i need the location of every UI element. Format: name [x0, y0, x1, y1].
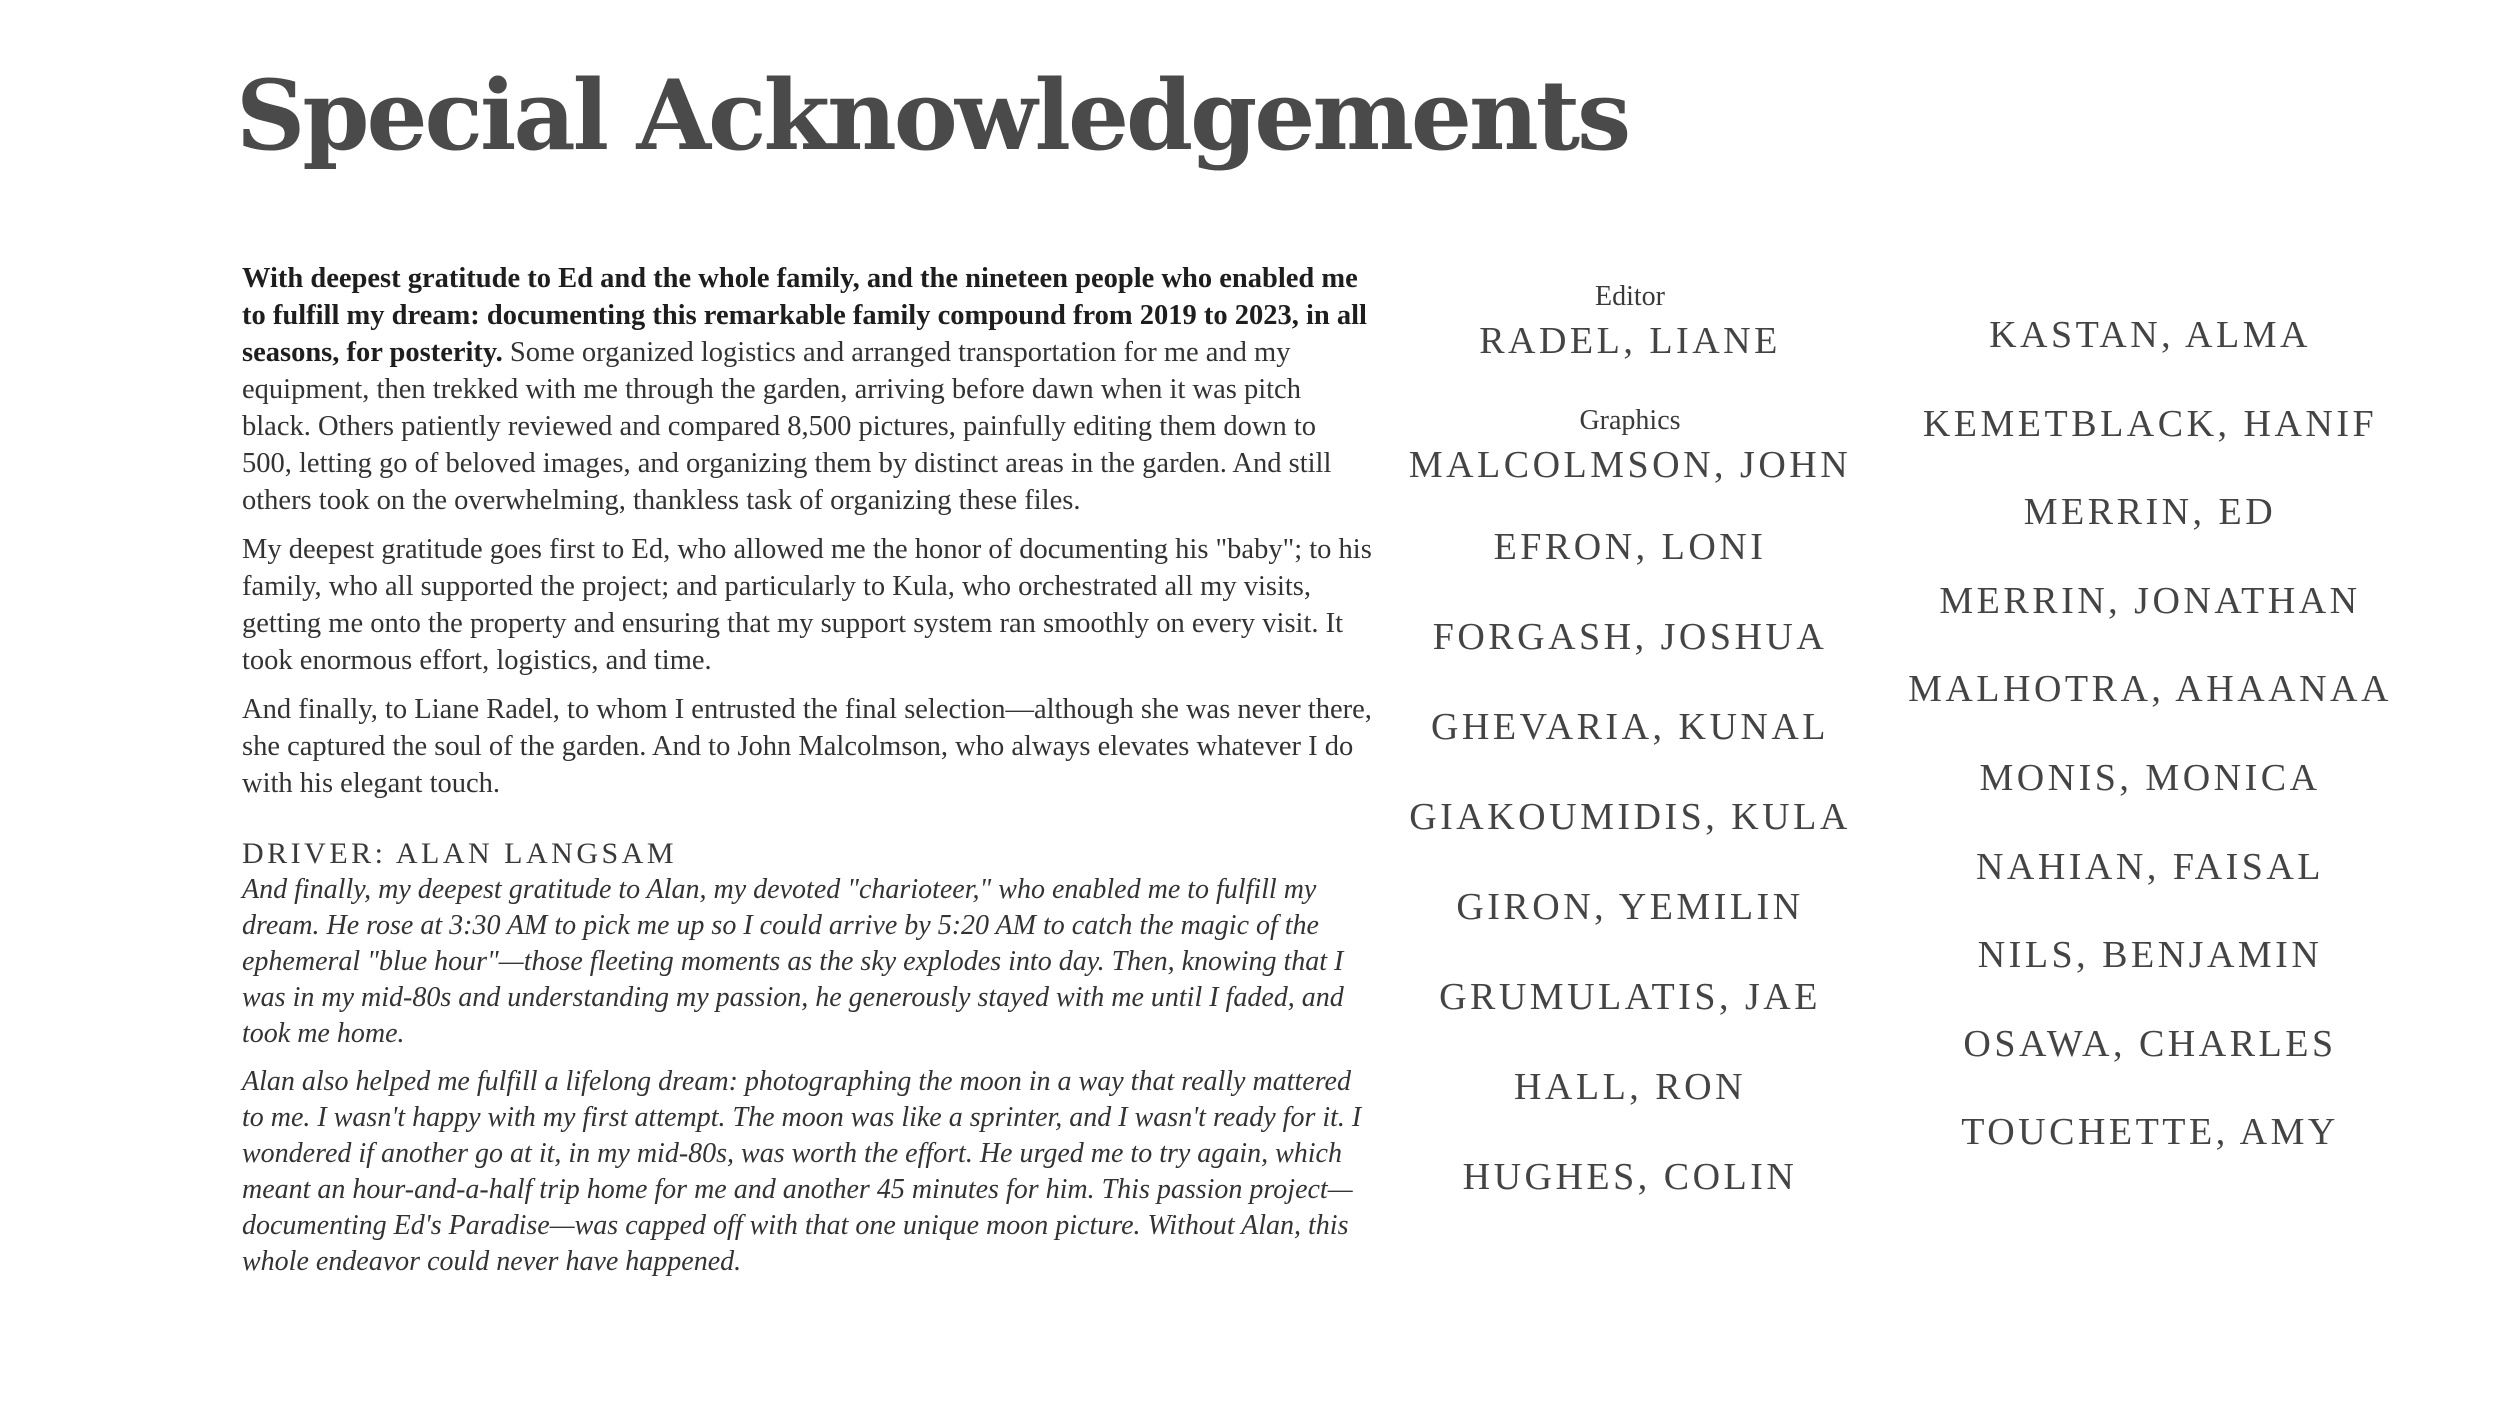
- driver-section: [242, 872, 1372, 1280]
- driver-paragraph: And finally, my deepest gratitude to Alan, my devoted "charioteer," who enabled me to fulfill my dream. He rose at 3:30 AM to pick me up so I could arrive by 5:20 AM to catch the magic of the ephemeral "blue hour"—those fleeting moments as the sky explodes into day. Then, knowing that I was in my mid-80s and understanding my passion, he generously stayed with me until I faded, and took me home.: [242, 874, 1344, 1049]
- credit-name: MALHOTRA, AHAANAA: [1908, 668, 2392, 711]
- credit-name: EFRON, LONI: [1493, 526, 1767, 568]
- editor-name: RADEL, LIANE: [1479, 320, 1781, 362]
- credit-name: KEMETBLACK, HANIF: [1922, 402, 2378, 445]
- intro-rest-text: Some organized logistics and arranged transportation for me and my equipment, then trekked with me through the garden, arriving before dawn when it was pitch black. Others patiently reviewed and compared 8,500 pictures, painfully editing them down to 500, letting go of beloved images, and organizing them by distinct areas in the garden. And still others took on the overwhelming, thankless task of organizing these files.: [242, 337, 1332, 516]
- credit-name: KASTAN, ALMA: [1989, 314, 2311, 356]
- credit-name: TOUCHETTE, AMY: [1961, 1111, 2339, 1154]
- credit-name: MERRIN, ED: [2023, 491, 2277, 534]
- credit-name: OSAWA, CHARLES: [1963, 1022, 2337, 1065]
- credit-name: GHEVARIA, KUNAL: [1430, 706, 1829, 748]
- credit-name: GIRON, YEMILIN: [1456, 886, 1804, 928]
- driver-heading: DRIVER: ALAN LANGSAM: [242, 837, 678, 870]
- editor-role: Editor: [1595, 281, 1665, 312]
- acknowledgement-text: [242, 260, 1372, 1292]
- graphics-name: MALCOLMSON, JOHN: [1408, 444, 1852, 486]
- credit-name: MERRIN, JONATHAN: [1939, 579, 2361, 622]
- graphics-role: Graphics: [1579, 405, 1681, 436]
- credit-name: GRUMULATIS, JAE: [1439, 976, 1821, 1018]
- credit-name: HUGHES, COLIN: [1462, 1156, 1798, 1198]
- credits-column-1: [1370, 276, 1890, 1244]
- credit-name: MONIS, MONICA: [1979, 756, 2321, 799]
- driver-paragraph: Alan also helped me fulfill a lifelong dream: photographing the moon in a way that really mattered to me. I wasn't happy with my first attempt. The moon was like a sprinter, and I wasn't ready for it. I wondered if another go at it, in my mid-80s, was worth the effort. He urged me to try again, which meant an hour-and-a-half trip home for me and another 45 minutes for him. This passion project—documenting Ed's Paradise—was capped off with that one unique moon picture. Without Alan, this whole endeavor could never have happened.: [242, 1066, 1362, 1277]
- credit-name: HALL, RON: [1513, 1066, 1747, 1108]
- credit-name: FORGASH, JOSHUA: [1432, 616, 1828, 658]
- page-title: Special Acknowledgements: [236, 59, 1629, 172]
- gratitude-paragraph: My deepest gratitude goes first to Ed, who allowed me the honor of documenting his "baby"; to his family, who all supported the project; and particularly to Kula, who orchestrated all my visits, getting me onto the property and ensuring that my support system ran smoothly on every visit. It took enormous effort, logistics, and time.: [242, 534, 1372, 676]
- intro-paragraph: [242, 260, 1372, 519]
- closing-paragraph: And finally, to Liane Radel, to whom I entrusted the final selection—although she was never there, she captured the soul of the garden. And to John Malcolmson, who always elevates whatever I do with his elegant touch.: [242, 694, 1372, 799]
- credit-name: GIAKOUMIDIS, KULA: [1409, 796, 1851, 838]
- intro-bold-text: With deepest gratitude to Ed and the whole family, and the nineteen people who enabled me to fulfill my dream: documenting this remarkable family compound from 2019 to 2023, in all seasons, for posterity.: [242, 263, 1367, 368]
- credits-column-2: [1890, 312, 2410, 1198]
- credit-name: NILS, BENJAMIN: [1977, 934, 2323, 977]
- credit-name: NAHIAN, FAISAL: [1975, 845, 2325, 888]
